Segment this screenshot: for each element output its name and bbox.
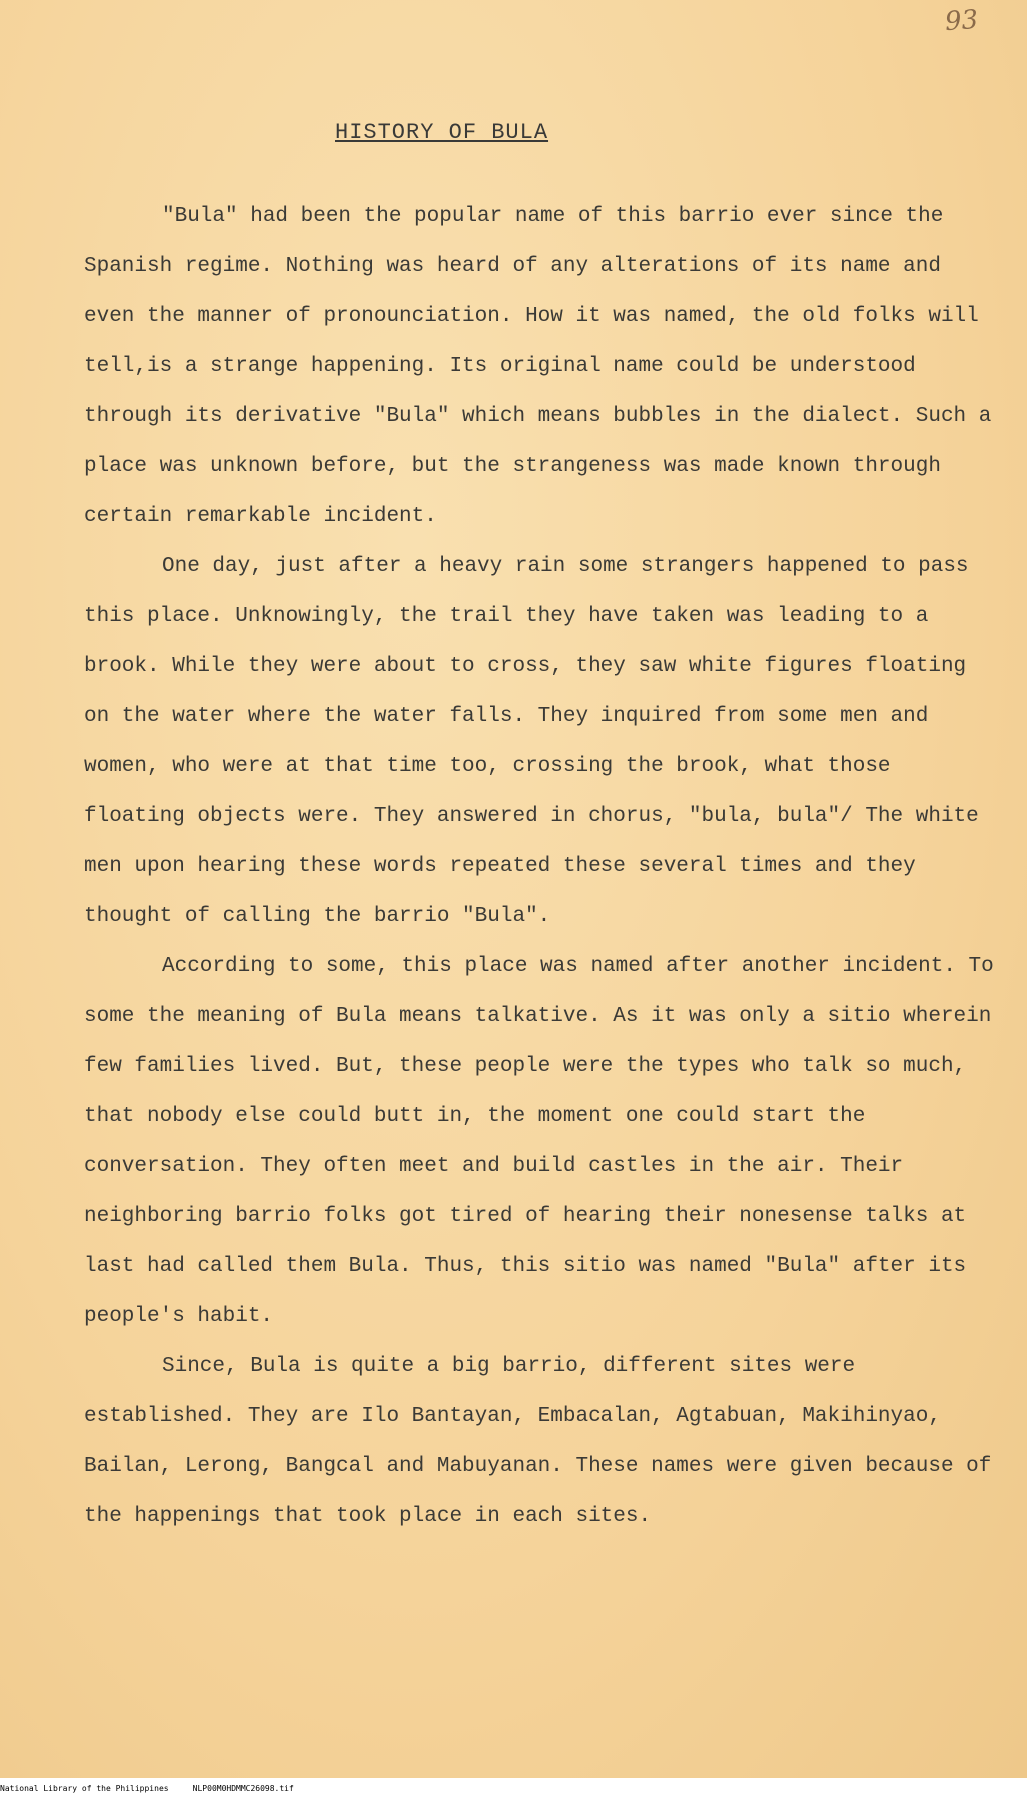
page-number: 93 [943, 4, 980, 38]
document-title: HISTORY OF BULA [335, 120, 549, 145]
paragraph-1: "Bula" had been the popular name of this barrio ever since the Spanish regime. Nothing was heard of any alterations of its name and even the manner of pronounciation. How it was named, the old folks will tell,is a strange happening. Its original name could be understood through its derivative "Bula" which means bubbles in the dialect. Such a place was unknown before, but the strangeness was made known through certain remarkable incident. [84, 205, 992, 528]
document-body [84, 192, 994, 1542]
scan-footer [0, 1778, 1027, 1800]
paragraph-4: Since, Bula is quite a big barrio, different sites were established. They are Ilo Bantayan, Embacalan, Agtabuan, Makihinyao, Bailan, Lerong, Bangcal and Mabuyanan. These names were given because of the happenings that took place in each sites. [84, 1355, 992, 1528]
paragraph-3: According to some, this place was named after another incident. To some the meaning of Bula means talkative. As it was only a sitio wherein few families lived. But, these people were the types who talk so much, that nobody else could butt in, the moment one could start the conversation. They often meet and build castles in the air. Their neighboring barrio folks got tired of hearing their nonesense talks at last had called them Bula. Thus, this sitio was named "Bula" after its people's habit. [84, 955, 994, 1328]
footer-file-id: NLP00M0HDMMC26098.tif [192, 1784, 294, 1793]
footer-institution: National Library of the Philippines [0, 1784, 169, 1793]
paragraph-2: One day, just after a heavy rain some strangers happened to pass this place. Unknowingly, the trail they have taken was leading to a brook. While they were about to cross, they saw white figures floating on the water where the water falls. They inquired from some men and women, who were at that time too, crossing the brook, what those floating objects were. They answered in chorus, "bula, bula"/ The white men upon hearing these words repeated these several times and they thought of calling the barrio "Bula". [84, 555, 979, 928]
